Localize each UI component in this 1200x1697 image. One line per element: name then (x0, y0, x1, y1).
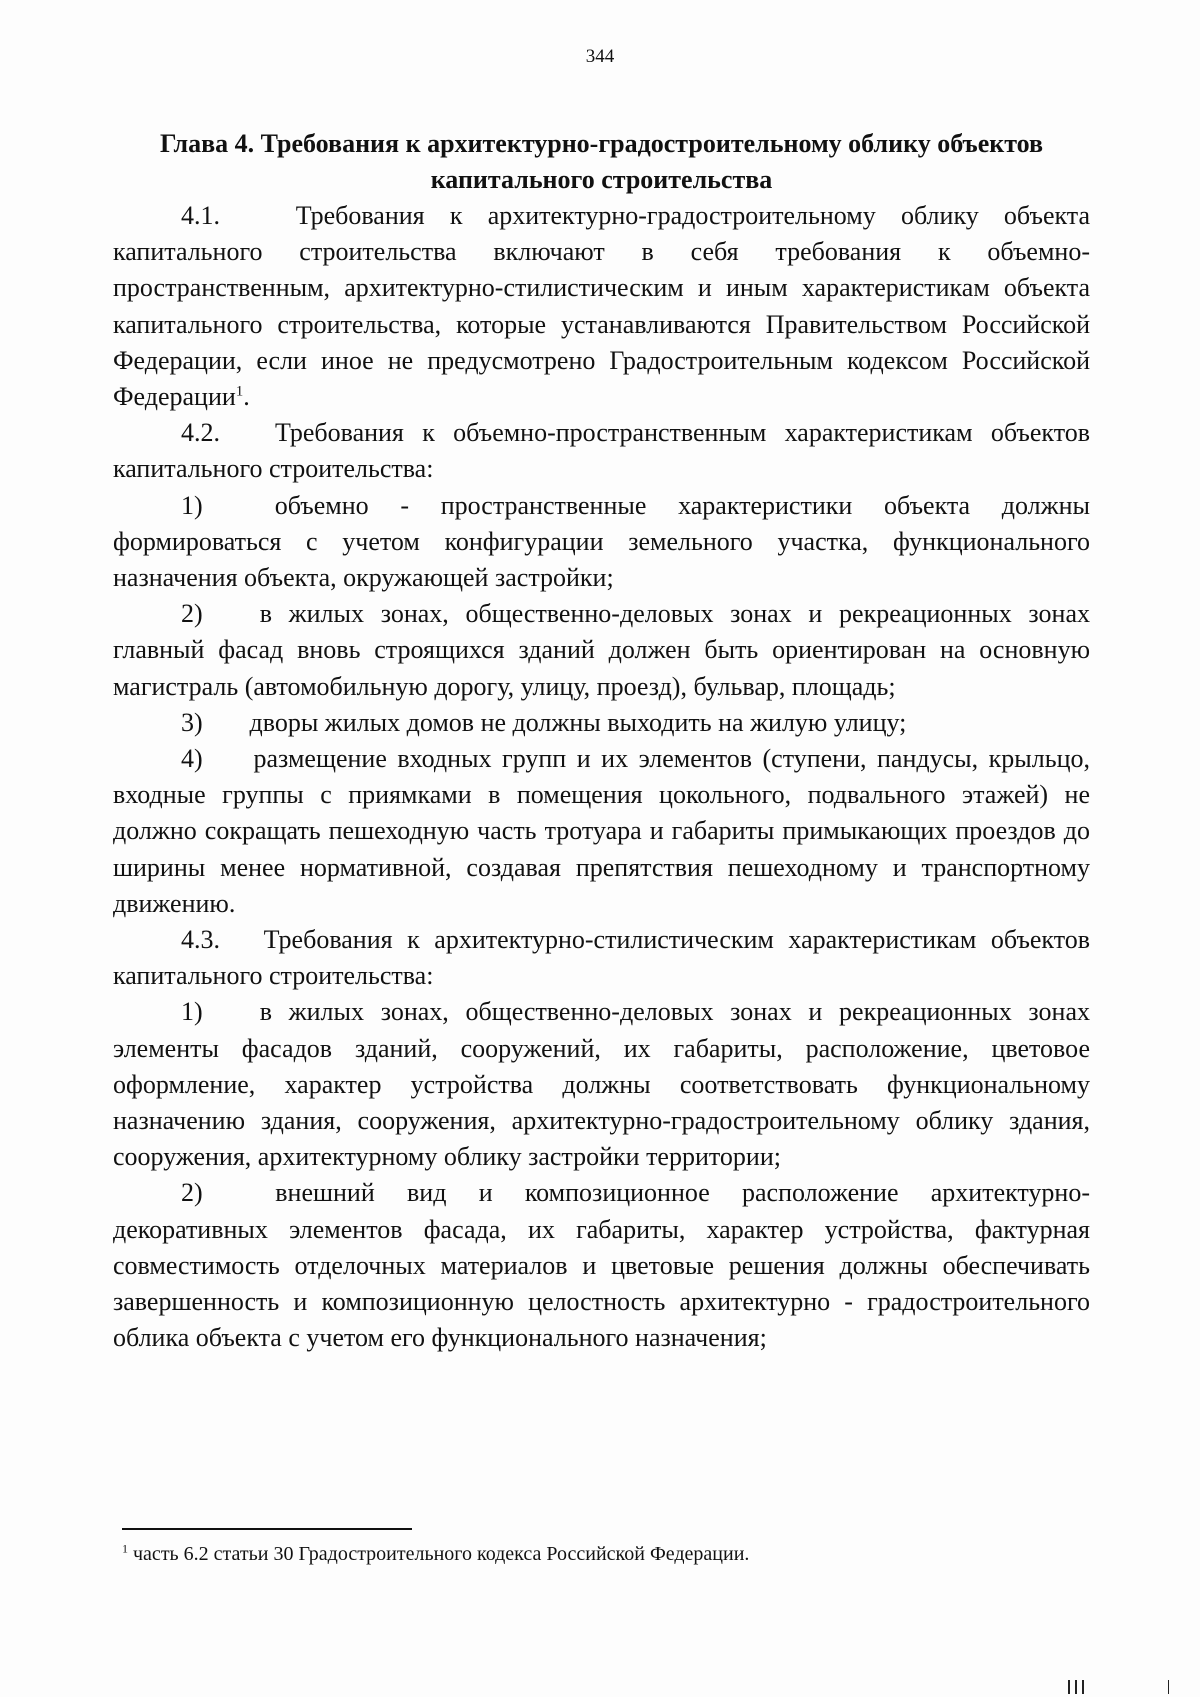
scan-artifact (1068, 1680, 1070, 1694)
chapter-title-line2: капитального строительства (430, 165, 773, 194)
paragraph-4-1 (113, 198, 1090, 415)
list-item-number: 3) (181, 707, 203, 737)
page-number: 344 (585, 46, 615, 67)
chapter-title-line1: Глава 4. Требования к архитектурно-градостроительному облику объектов (159, 129, 1044, 158)
list-item-number: 2) (181, 599, 203, 629)
list-item (113, 705, 1090, 741)
list-item-text: дворы жилых домов не должны выходить на жилую улицу; (249, 707, 907, 737)
paragraph-text: Требования к архитектурно-стилистическим характеристикам объектов капитального строительства: (113, 925, 1091, 991)
list-item-number: 2) (181, 1178, 203, 1208)
list-item-number: 1) (181, 490, 203, 520)
list-item-number: 4) (181, 744, 203, 774)
footnote-divider (122, 1528, 412, 1530)
list-item-text: в жилых зонах, общественно-деловых зонах и рекреационных зонах элементы фасадов зданий, сооружений, их габариты, расположение, цветовое оформление, характер устройства должны соответствовать функциональному назначению здания, сооружения, архитектурно-градостроительному облику здания, сооружения, архитектурному облику застройки территории; (113, 997, 1090, 1172)
paragraph-4-3 (113, 922, 1090, 994)
footnote (122, 1541, 1082, 1567)
list-item-text: объемно - пространственные характеристики объекта должны формироваться с учетом конфигурации земельного участка, функционального назначения объекта, окружающей застройки; (113, 490, 1091, 593)
list-item (113, 994, 1090, 1175)
scan-artifact (1075, 1680, 1077, 1694)
list-item (113, 1175, 1090, 1356)
list-item (113, 741, 1090, 922)
paragraph-end: . (243, 382, 250, 412)
footnote-reference: 1 (235, 383, 244, 400)
chapter-title (113, 126, 1090, 198)
paragraph-number: 4.2. (181, 418, 220, 448)
list-item (113, 596, 1090, 705)
document-body (113, 126, 1090, 1357)
paragraph-number: 4.3. (181, 925, 220, 955)
paragraph-text: Требования к архитектурно-градостроительному облику объекта капитального строительства включают в себя требования к объемно-пространственным, архитектурно-стилистическим и иным характеристикам объекта капитального строительства, которые устанавливаются Правительством Российской Федерации, если иное не предусмотрено Градостроительным кодексом Российской Федерации (113, 201, 1091, 412)
paragraph-4-2 (113, 415, 1090, 487)
scan-artifact (1082, 1680, 1084, 1694)
list-item-text: в жилых зонах, общественно-деловых зонах и рекреационных зонах главный фасад вновь строящихся зданий должен быть ориентирован на основную магистраль (автомобильную дорогу, улицу, проезд), бульвар, площадь; (113, 599, 1090, 701)
footnote-text: часть 6.2 статьи 30 Градостроительного кодекса Российской Федерации. (133, 1543, 750, 1565)
list-item-number: 1) (181, 997, 203, 1027)
paragraph-text: Требования к объемно-пространственным характеристикам объектов капитального строительства: (113, 418, 1090, 484)
list-item (113, 488, 1090, 597)
paragraph-number: 4.1. (181, 201, 220, 230)
scan-artifact (1168, 1680, 1169, 1694)
footnote-marker: 1 (122, 1541, 128, 1556)
list-item-text: размещение входных групп и их элементов (ступени, пандусы, крыльцо, входные группы с приямками в помещения цокольного, подвального этажей) не должно сокращать пешеходную часть тротуара и габариты примыкающих проездов до ширины менее нормативной, создавая препятствия пешеходному и транспортному движению. (113, 744, 1090, 918)
list-item-text: внешний вид и композиционное расположение архитектурно-декоративных элементов фасада, их габариты, характер устройства, фактурная совместимость отделочных материалов и цветовые решения должны обеспечивать завершенность и композиционную целостность архитектурно - градостроительного облика объекта с учетом его функционального назначения; (113, 1178, 1091, 1353)
